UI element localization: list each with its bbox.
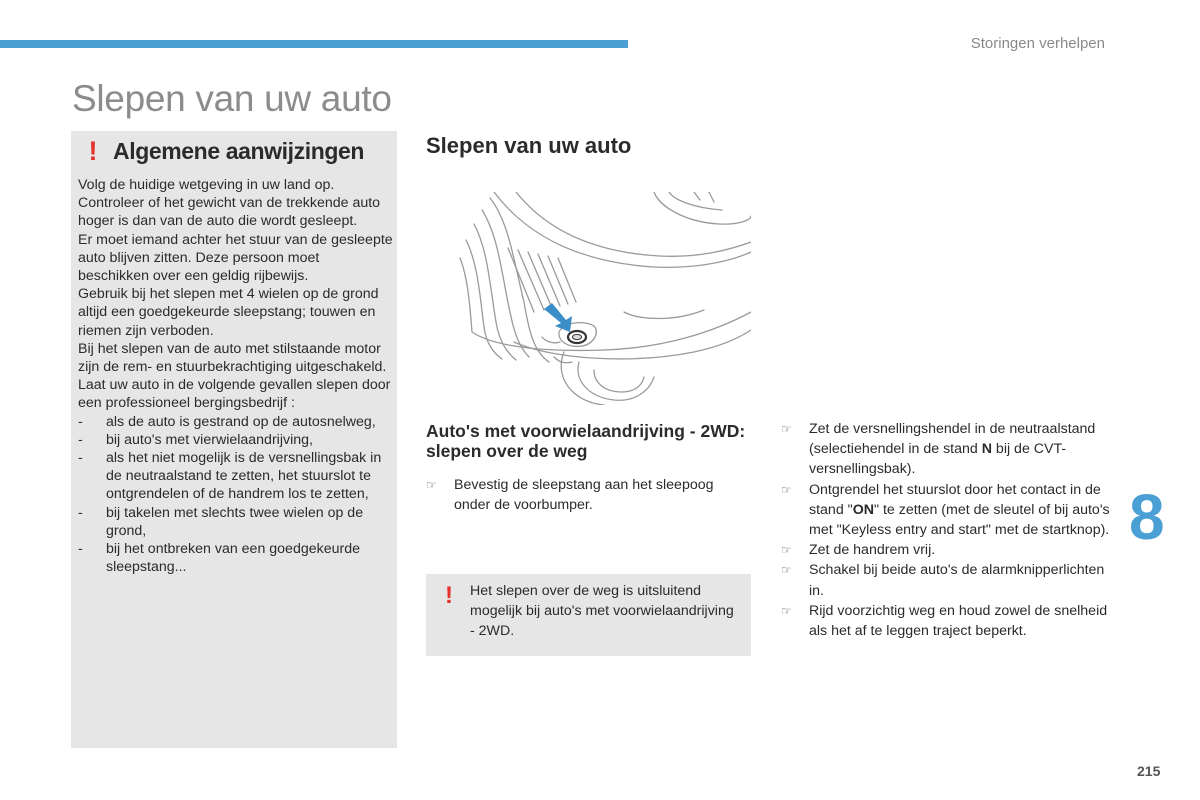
instruction-paragraph: Laat uw auto in de volgende gevallen slepen door een professioneel bergingsbedrijf : <box>78 377 391 412</box>
list-item: ☞ Bevestig de sleepstang aan het sleepoog onder de voorbumper. <box>426 477 714 514</box>
general-instructions-panel <box>71 131 397 748</box>
instruction-paragraph: Er moet iemand achter het stuur van de gesleepte auto blijven zitten. Deze persoon moet beschikken over een geldig rijbewijs. <box>78 231 393 285</box>
pointing-hand-icon: ☞ <box>781 543 792 558</box>
list-item: ☞ Schakel bij beide auto's de alarmknipperlichten in. <box>781 562 1105 599</box>
list-item: - als de auto is gestrand op de autosnelweg, <box>78 413 376 430</box>
towing-note-panel <box>426 574 751 656</box>
fwd-towing-subheading: Auto's met voorwielaandrijving - 2WD: slepen over de weg <box>426 421 746 461</box>
section-title: Storingen verhelpen <box>970 35 1105 52</box>
list-item: ☞ Zet de handrem vrij. <box>781 540 1111 560</box>
general-instructions-body <box>78 176 394 576</box>
general-instructions-header <box>85 135 364 167</box>
dash-marker: - <box>78 431 83 448</box>
page-title: Slepen van uw auto <box>72 78 392 119</box>
instruction-paragraph: Gebruik bij het slepen met 4 wielen op de grond altijd een goedgekeurde sleepstang; touwen en riemen zijn verboden. <box>78 286 379 339</box>
professional-towing-cases <box>78 413 394 577</box>
instruction-paragraph: Bij het slepen van de auto met stilstaande motor zijn de rem- en stuurbekrachtiging uitgeschakeld. <box>78 340 387 376</box>
list-item: - bij takelen met slechts twee wielen op de grond, <box>78 504 364 539</box>
front-bumper-tow-eye-illustration <box>454 192 751 405</box>
general-instructions-title: Algemene aanwijzingen <box>113 137 365 164</box>
pointing-hand-icon: ☞ <box>781 482 792 497</box>
towing-heading: Slepen van uw auto <box>426 133 632 158</box>
list-item: - bij het ontbreken van een goedgekeurde sleepstang... <box>78 541 360 576</box>
list-item: - bij auto's met vierwielaandrijving, <box>78 431 313 448</box>
pointing-hand-icon: ☞ <box>781 422 792 436</box>
page-number: 215 <box>1137 763 1161 779</box>
list-item: - als het niet mogelijk is de versnellingsbak in de neutraalstand te zetten, het stuurslot te ontgrendelen of de handrem los te zetten, <box>78 450 382 503</box>
warning-icon: ! <box>88 135 98 166</box>
list-item: ☞ Rijd voorzichtig weg en houd zowel de snelheid als het af te leggen traject beperkt. <box>781 602 1108 640</box>
warning-icon: ! <box>445 582 453 609</box>
header-accent-bar <box>0 40 628 48</box>
towing-note-text: Het slepen over de weg is uitsluitend mogelijk bij auto's met voorwielaandrijving - 2WD. <box>470 583 734 639</box>
pointing-hand-icon: ☞ <box>781 563 792 578</box>
instruction-paragraph: Controleer of het gewicht van de trekkende auto hoger is dan van de auto die wordt gesleept. <box>78 195 381 230</box>
pointing-hand-icon: ☞ <box>426 478 437 492</box>
pointing-hand-icon: ☞ <box>781 603 792 618</box>
list-item: ☞ Zet de versnellingshendel in de neutraalstand (selectiehendel in de stand N bij de CVT-versnellingsbak). <box>781 421 1096 478</box>
dash-marker: - <box>78 413 83 430</box>
tow-bar-step-list <box>426 475 748 515</box>
dash-marker: - <box>78 504 83 521</box>
towing-steps-list <box>781 419 1111 641</box>
list-item: ☞ Ontgrendel het stuurslot door het contact in de stand "ON" te zetten (met de sleutel of bij auto's met "Keyless entry and start" met de startknop). <box>781 481 1110 539</box>
instruction-paragraph: Volg de huidige wetgeving in uw land op. <box>78 177 335 193</box>
chapter-number: 8 <box>1129 481 1165 553</box>
dash-marker: - <box>78 541 83 558</box>
dash-marker: - <box>78 450 83 467</box>
